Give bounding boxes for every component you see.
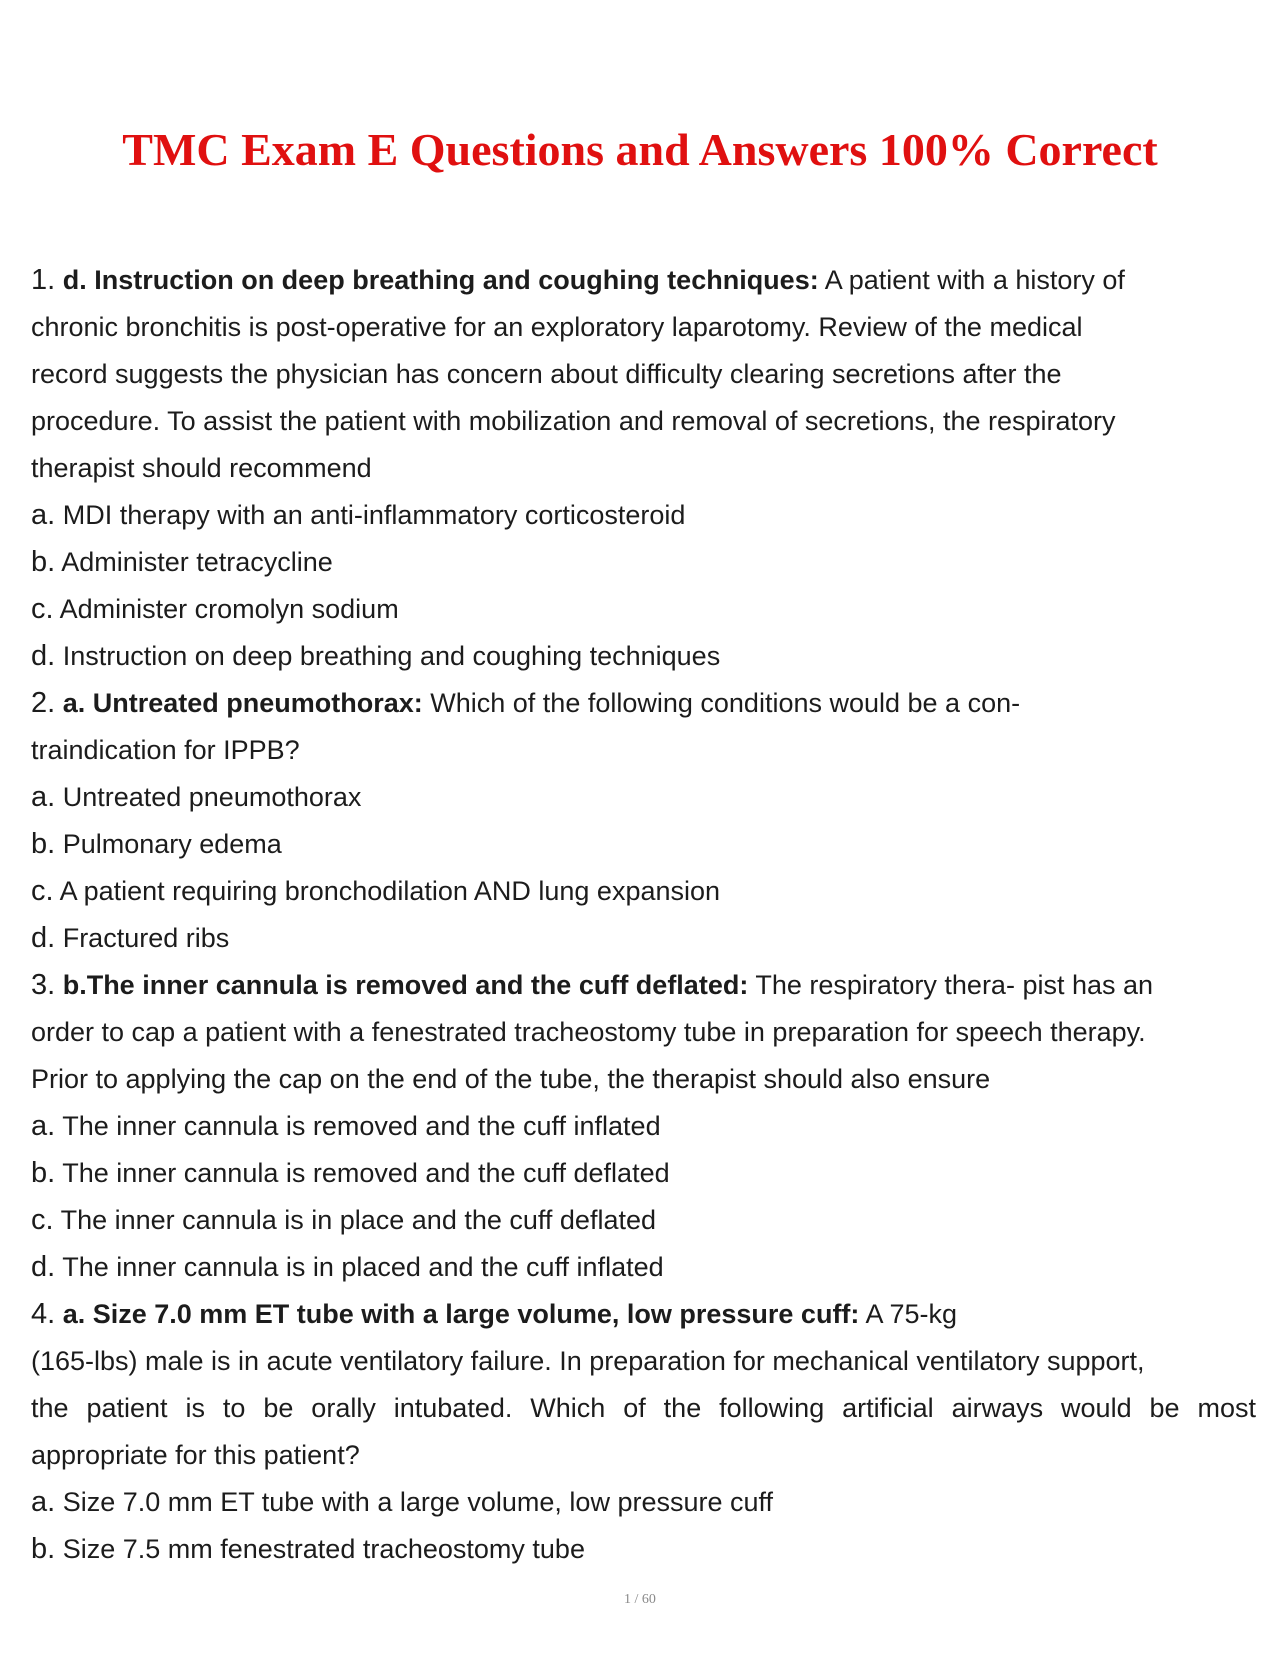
question-stem-line: order to cap a patient with a fenestrated tracheostomy tube in preparation for speech therapy. (31, 1017, 1146, 1047)
question-stem-line: chronic bronchitis is post-operative for an exploratory laparotomy. Review of the medical (31, 312, 1083, 342)
answer-option (31, 539, 1256, 586)
question-answer: a. Size 7.0 mm ET tube with a large volume, low pressure cuff: (62, 1299, 860, 1329)
question-stem-line: (165-lbs) male is in acute ventilatory failure. In preparation for mechanical ventilatory support, (31, 1346, 1145, 1376)
option-letter: a. (31, 499, 56, 531)
document-title: TMC Exam E Questions and Answers 100% Correct (122, 124, 1158, 175)
answer-option (31, 774, 1256, 821)
question-number: 3. (31, 969, 56, 1001)
question-1-header (31, 257, 1256, 304)
question-answer: a. Untreated pneumothorax: (62, 688, 423, 718)
option-text: A patient requiring bronchodilation AND lung expansion (59, 876, 721, 906)
option-text: Fractured ribs (62, 923, 230, 953)
answer-option (31, 1479, 1256, 1526)
question-stem-line: procedure. To assist the patient with mobilization and removal of secretions, the respiratory (31, 406, 1116, 436)
answer-option (31, 492, 1256, 539)
option-text: The inner cannula is removed and the cuff inflated (62, 1111, 661, 1141)
option-letter: d. (31, 922, 56, 954)
option-text: Administer tetracycline (61, 547, 333, 577)
question-stem-line: A 75-kg (865, 1299, 957, 1329)
question-stem-line: the patient is to be orally intubated. Which of the following artificial airways would be most (31, 1393, 1256, 1423)
question-answer: d. Instruction on deep breathing and coughing techniques: (62, 265, 819, 295)
answer-option (31, 821, 1256, 868)
option-text: Pulmonary edema (62, 829, 282, 859)
answer-option (31, 915, 1256, 962)
question-stem-line: A patient with a history of (824, 265, 1125, 295)
question-answer: b.The inner cannula is removed and the cuff deflated: (62, 970, 749, 1000)
option-letter: a. (31, 781, 56, 813)
option-text: The inner cannula is in placed and the cuff inflated (62, 1252, 664, 1282)
option-text: Untreated pneumothorax (62, 782, 362, 812)
question-number: 2. (31, 687, 56, 719)
question-stem-line: record suggests the physician has concern about difficulty clearing secretions after the (31, 359, 1062, 389)
option-letter: b. (31, 828, 56, 860)
question-4-header (31, 1291, 1256, 1338)
question-stem-line: Which of the following conditions would be a con- (430, 688, 1021, 718)
question-list (31, 257, 1256, 1573)
question-stem-line: The respiratory thera- pist has an (755, 970, 1154, 1000)
answer-option (31, 1526, 1256, 1573)
question-stem-line: appropriate for this patient? (31, 1440, 360, 1470)
option-text: The inner cannula is removed and the cuff deflated (62, 1158, 670, 1188)
option-letter: d. (31, 1251, 56, 1283)
answer-option (31, 633, 1256, 680)
answer-option (31, 1103, 1256, 1150)
question-stem-line: traindication for IPPB? (31, 735, 300, 765)
answer-option (31, 1244, 1256, 1291)
option-letter: a. (31, 1486, 56, 1518)
option-letter: d. (31, 640, 56, 672)
question-number: 4. (31, 1298, 56, 1330)
option-letter: b. (31, 546, 56, 578)
option-text: Administer cromolyn sodium (59, 594, 399, 624)
page-number: 1 / 60 (624, 1592, 656, 1607)
question-number: 1. (31, 264, 56, 296)
option-text: MDI therapy with an anti-inflammatory corticosteroid (62, 500, 686, 530)
option-letter: b. (31, 1157, 56, 1189)
question-stem-line: Prior to applying the cap on the end of the tube, the therapist should also ensure (31, 1064, 991, 1094)
answer-option (31, 868, 1256, 915)
option-letter: c. (31, 875, 54, 907)
option-letter: c. (31, 1204, 54, 1236)
option-text: Size 7.5 mm fenestrated tracheostomy tube (62, 1534, 585, 1564)
option-letter: b. (31, 1533, 56, 1565)
option-letter: c. (31, 593, 54, 625)
option-text: Size 7.0 mm ET tube with a large volume, low pressure cuff (62, 1487, 774, 1517)
question-stem-line: therapist should recommend (31, 453, 372, 483)
question-3-header (31, 962, 1256, 1009)
option-letter: a. (31, 1110, 56, 1142)
option-text: The inner cannula is in place and the cuff deflated (60, 1205, 656, 1235)
answer-option (31, 1197, 1256, 1244)
option-text: Instruction on deep breathing and coughing techniques (62, 641, 721, 671)
answer-option (31, 1150, 1256, 1197)
answer-option (31, 586, 1256, 633)
question-2-header (31, 680, 1256, 727)
